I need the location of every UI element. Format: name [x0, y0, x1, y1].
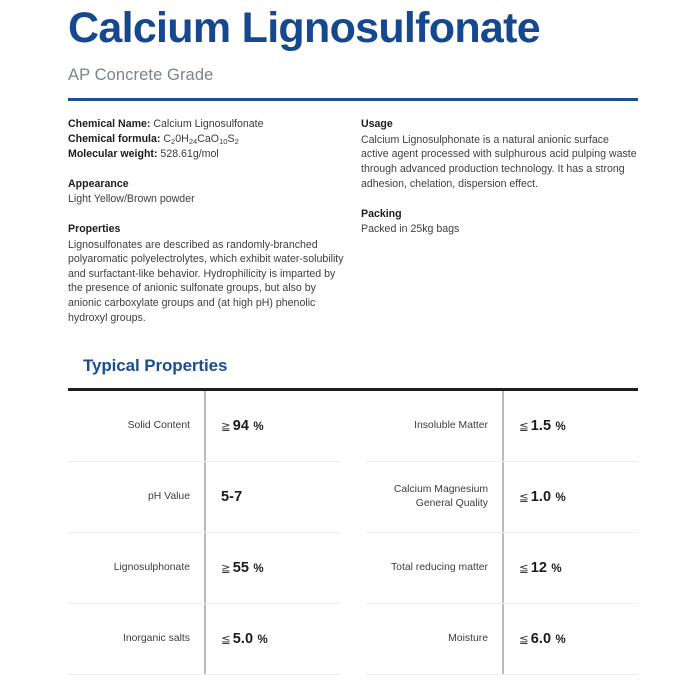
comparison-operator: ≦	[519, 633, 529, 646]
document-header	[0, 0, 700, 101]
appearance-title: Appearance	[68, 177, 129, 190]
property-label: Calcium Magnesium General Quality	[393, 483, 488, 509]
property-unit: %	[548, 562, 562, 575]
property-value	[206, 631, 340, 647]
comparison-operator: ≧	[221, 562, 231, 575]
page-subtitle: AP Concrete Grade	[68, 66, 214, 84]
property-value	[504, 418, 638, 434]
property-label: Total reducing matter	[390, 561, 488, 573]
property-number: 6.0	[530, 630, 552, 647]
table-row	[366, 533, 638, 604]
property-label: Lignosulphonate	[113, 561, 190, 573]
comparison-operator: ≧	[221, 420, 231, 433]
info-columns	[0, 101, 700, 325]
info-column-left	[68, 117, 345, 325]
property-number: 5.0	[232, 630, 254, 647]
comparison-operator: ≦	[519, 420, 529, 433]
typical-properties-heading: Typical Properties	[83, 356, 228, 375]
property-number: 94	[232, 417, 250, 434]
usage-section	[361, 117, 638, 192]
table-row	[68, 604, 340, 675]
usage-title: Usage	[361, 118, 393, 130]
chemical-name-value: Calcium Lignosulfonate	[153, 118, 264, 130]
page-title: Calcium Lignosulfonate	[68, 4, 540, 52]
property-number: 12	[530, 559, 548, 576]
appearance-body: Light Yellow/Brown powder	[68, 193, 195, 206]
property-unit: %	[552, 491, 566, 504]
property-label: Insoluble Matter	[414, 419, 488, 431]
chemical-name-line	[68, 117, 345, 132]
property-unit: %	[250, 420, 264, 433]
table-row	[366, 391, 638, 462]
properties-table-right	[366, 391, 638, 675]
info-column-right	[361, 117, 638, 325]
comparison-operator: ≦	[221, 633, 231, 646]
properties-section	[68, 222, 345, 325]
molecular-weight-label: Molecular weight:	[68, 148, 158, 161]
appearance-section	[68, 177, 345, 207]
property-number: 55	[232, 559, 250, 576]
property-unit: %	[250, 562, 264, 575]
property-label: pH Value	[148, 490, 190, 502]
table-row	[68, 462, 340, 533]
table-row	[68, 533, 340, 604]
table-row	[366, 462, 638, 533]
chemical-formula-label: Chemical formula:	[68, 132, 161, 145]
property-label: Inorganic salts	[123, 632, 190, 644]
molecular-weight-line	[68, 147, 345, 162]
chemical-formula-value: $C_20H_{24}CaO_{10}S_2$	[163, 132, 239, 146]
property-value	[504, 560, 638, 576]
table-row	[366, 604, 638, 675]
property-label: Solid Content	[127, 419, 190, 431]
typical-properties-tables	[68, 391, 638, 675]
property-unit: %	[254, 633, 268, 646]
typical-properties-section	[0, 355, 700, 675]
comparison-operator: ≦	[519, 491, 529, 504]
molecular-weight-value: 528.61g/mol	[160, 148, 219, 161]
comparison-operator: ≦	[519, 562, 529, 575]
properties-table-left	[68, 391, 340, 675]
property-value	[206, 489, 340, 505]
table-row	[68, 391, 340, 462]
property-number: 1.0	[530, 488, 552, 505]
packing-title: Packing	[361, 207, 402, 220]
property-value	[504, 631, 638, 647]
property-value	[206, 560, 340, 576]
property-unit: %	[552, 633, 566, 646]
chemical-formula-line	[68, 132, 345, 148]
property-label: Moisture	[448, 632, 488, 644]
property-value	[504, 489, 638, 505]
properties-body: Lignosulfonates are described as randomly-branched polyaromatic polyelectrolytes, which exhibit water-solubility and surfactant-like behavior. Hydrophilicity is imparted by the presence of anionic sulfonate groups, but also by anionic carboxylate groups and (at high pH) phenolic hydroxyl groups.	[68, 238, 344, 324]
usage-body: Calcium Lignosulphonate is a natural anionic surface active agent processed with sulphurous acid pulping waste through advanced production technology. It has a strong adhesion, chelation, dispersion effect.	[361, 133, 637, 190]
property-value	[206, 418, 340, 434]
chemical-name-label: Chemical Name:	[68, 118, 151, 130]
property-number: 1.5	[530, 417, 552, 434]
properties-title: Properties	[68, 222, 121, 235]
property-number: 5-7	[221, 488, 243, 505]
property-unit: %	[552, 420, 566, 433]
packing-section	[361, 207, 638, 237]
packing-body: Packed in 25kg bags	[361, 223, 460, 236]
